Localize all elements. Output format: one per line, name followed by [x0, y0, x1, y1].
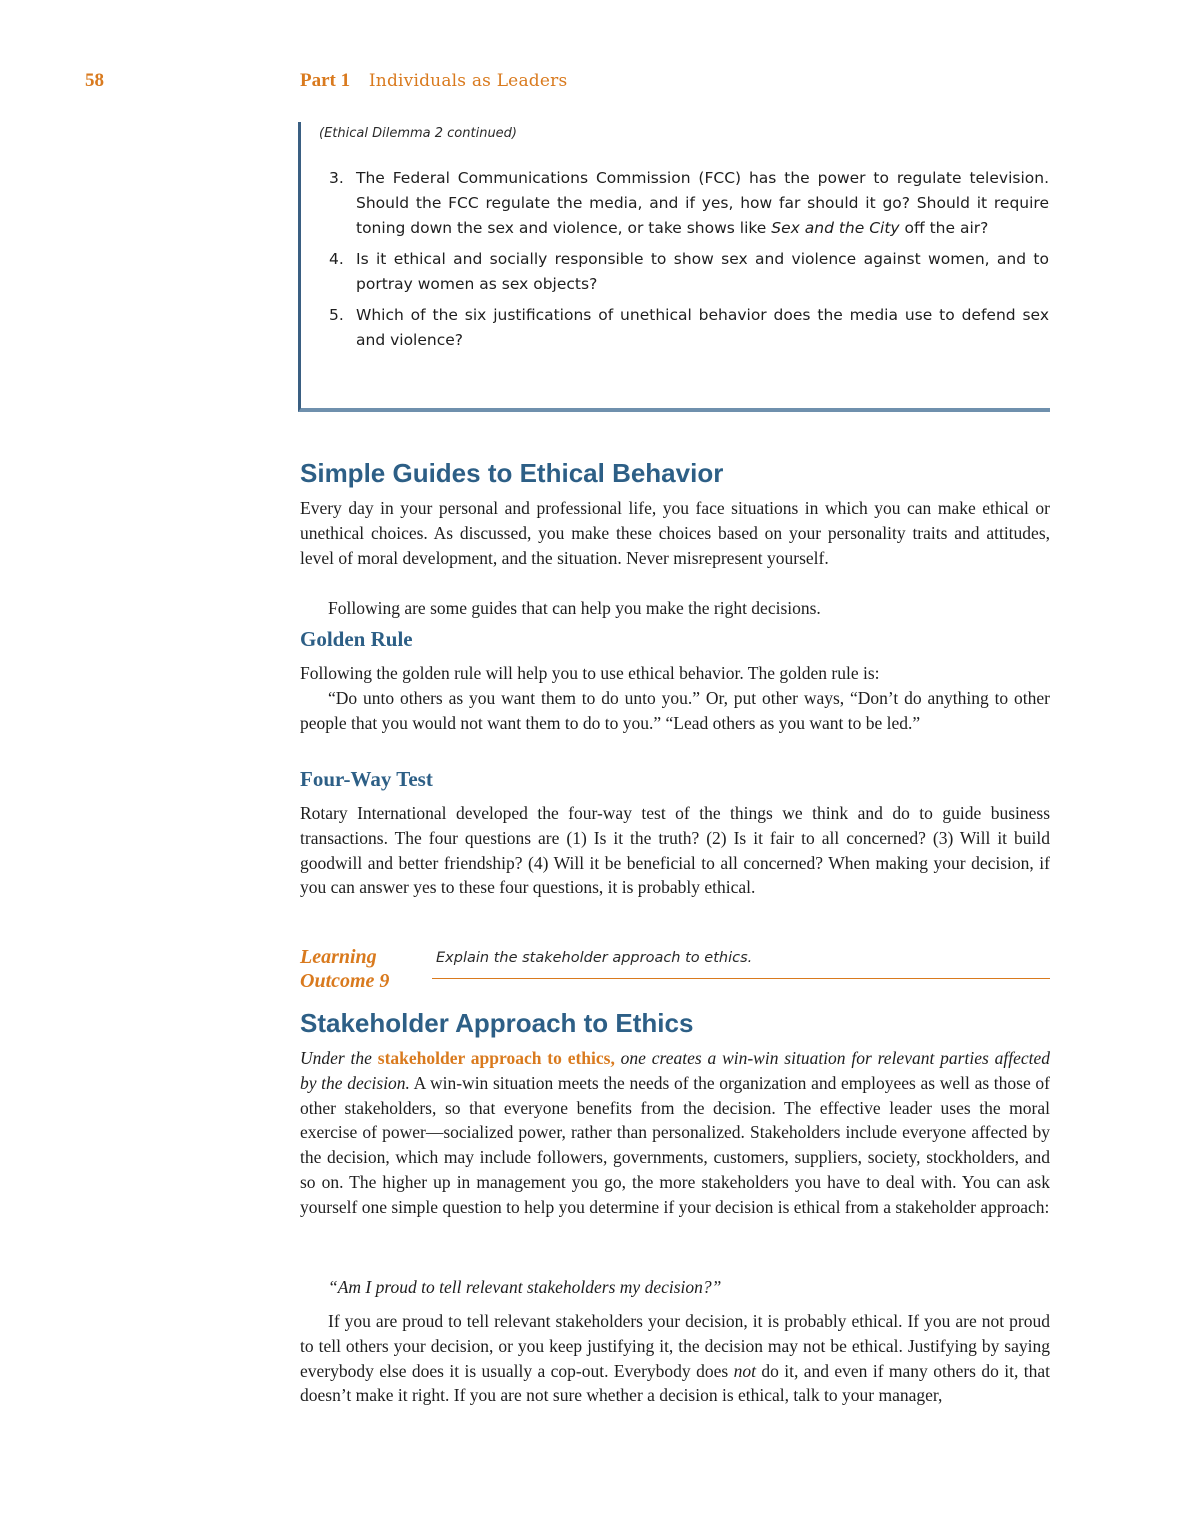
ethical-dilemma-box [298, 122, 1050, 412]
stakeholder-question-quote: “Am I proud to tell relevant stakeholders my decision?” [328, 1277, 722, 1297]
dilemma-continued-label: (Ethical Dilemma 2 continued) [319, 126, 518, 141]
question-number: 5. [329, 306, 344, 324]
stakeholder-followup-paragraph [300, 1309, 1050, 1408]
question-text: Which of the six justifications of unethical behavior does the media use to defend sex and violence? [356, 306, 1049, 349]
learning-outcome-label [300, 945, 389, 993]
learning-outcome-label-line2: Outcome 9 [300, 970, 390, 992]
followup-text-end: do it, and even if many others do it, that doesn’t make it right. If you are not sure whether a decision is ethical, talk to your manager, [300, 1360, 1051, 1406]
page-number: 58 [85, 70, 104, 91]
section-heading-stakeholder: Stakeholder Approach to Ethics [300, 1008, 694, 1038]
emphasis-not: not [733, 1360, 756, 1381]
subheading-golden-rule: Golden Rule [300, 627, 413, 651]
subheading-four-way-test: Four-Way Test [300, 767, 433, 791]
definition-lead: Under the [300, 1048, 378, 1068]
guides-paragraph: Every day in your personal and professional life, you face situations in which you can make ethical or unethical choices. As discussed, you make these choices based on your personality traits and attitudes, level of moral development, and the situation. Never misrepresent yourself. [300, 498, 1050, 568]
running-head [300, 70, 567, 92]
dilemma-question-4 [329, 247, 1049, 297]
golden-rule-paragraph: Following the golden rule will help you to use ethical behavior. The golden rule is: [300, 663, 880, 683]
question-text-end: off the air? [899, 219, 989, 237]
stakeholder-paragraph [300, 1046, 1050, 1220]
definition-text: one creates a win-win situation for relevant parties affected by the decision. [300, 1048, 1050, 1093]
question-number: 4. [329, 250, 344, 268]
stakeholder-body: A win-win situation meets the needs of the organization and employees as well as those of other stakeholders, so that everyone benefits from the decision. The effective leader uses the moral exercise of power—socialized power, rather than personalized. Stakeholders include everyone affected by the decision, which may include followers, governments, customers, suppliers, society, stockholders, and so on. The higher up in management you go, the more stakeholders you have to deal with. You can ask yourself one simple question to help you determine if your decision is ethical from a stakeholder approach: [300, 1072, 1050, 1217]
dilemma-question-5 [329, 303, 1049, 353]
question-text: The Federal Communications Commission (FCC) has the power to regulate television. Should the FCC regulate the media, and if yes, how far should it go? Should it require toning down the sex and violence, or take shows like [356, 169, 1049, 237]
guides-intro-paragraph: Following are some guides that can help you make the right decisions. [328, 598, 821, 618]
learning-outcome-label-line1: Learning [300, 946, 377, 968]
followup-text: If you are proud to tell relevant stakeholders your decision, it is probably ethical. If you are not proud to tell others your decision, or you keep justifying it, the decision may not be ethical. Justifying by saying everybody else does it is usually a cop-out. Everybody does [300, 1311, 1050, 1381]
learning-outcome-rule [432, 978, 1050, 979]
part-label: Part 1 [300, 70, 351, 91]
question-number: 3. [329, 169, 344, 187]
section-heading-simple-guides: Simple Guides to Ethical Behavior [300, 458, 724, 488]
key-term: stakeholder approach to ethics, [377, 1048, 615, 1068]
golden-rule-quote-paragraph: “Do unto others as you want them to do unto you.” Or, put other ways, “Don’t do anything to other people that you would not want them to do to you.” “Lead others as you want to be led.” [300, 688, 1050, 733]
learning-outcome-text: Explain the stakeholder approach to ethics. [436, 950, 753, 966]
four-way-test-paragraph: Rotary International developed the four-way test of the things we think and do to guide business transactions. The four questions are (1) Is it the truth? (2) Is it fair to all concerned? (3) Will it build goodwill and better friendship? (4) Will it be beneficial to all concerned? When making your decision, if you can answer yes to these four questions, it is probably ethical. [300, 803, 1050, 898]
question-text: Is it ethical and socially responsible to show sex and violence against women, and to portray women as sex objects? [356, 250, 1049, 293]
dilemma-question-3 [329, 166, 1049, 241]
show-title: Sex and the City [771, 219, 900, 237]
dilemma-question-list [329, 166, 1049, 359]
part-title: Individuals as Leaders [368, 71, 568, 91]
